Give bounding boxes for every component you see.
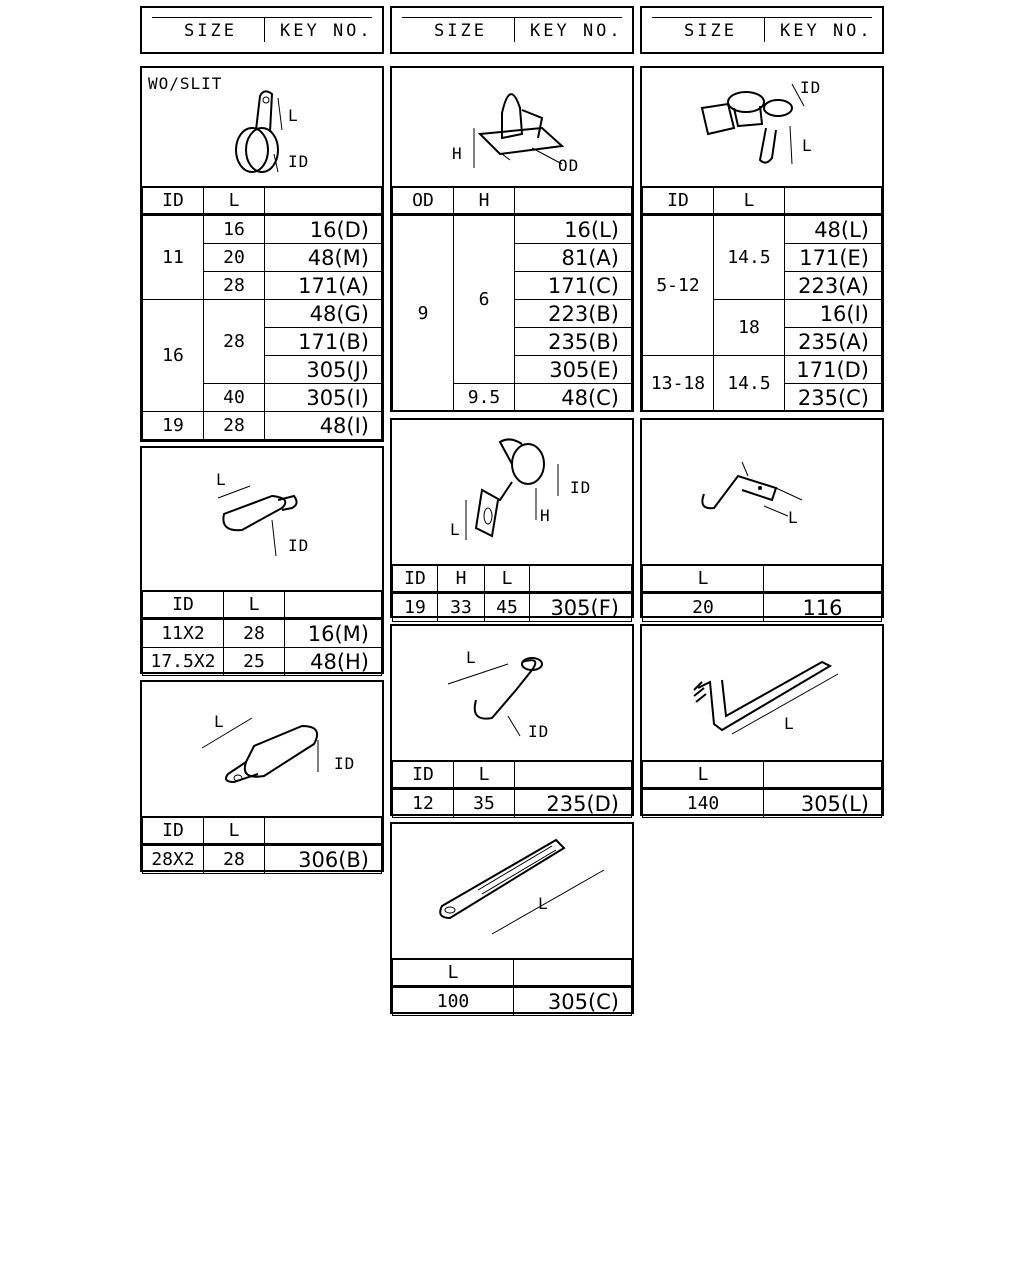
col-id: ID	[143, 187, 204, 215]
size-label: SIZE	[434, 21, 487, 41]
cell-l: 16	[204, 215, 265, 244]
col-l: L	[485, 565, 530, 593]
cell-l: 20	[643, 593, 764, 622]
panel-wide-clamp	[140, 680, 384, 872]
cell-key: 305(E)	[515, 356, 632, 384]
clip-illustration	[392, 68, 632, 188]
col-l: L	[393, 959, 514, 987]
col-key	[514, 959, 632, 987]
key-no-label: KEY NO.	[530, 21, 623, 41]
spec-table	[392, 760, 632, 818]
cell-key: 305(J)	[265, 356, 382, 384]
cell-key: 16(I)	[785, 300, 882, 328]
cell-h: 33	[438, 593, 485, 622]
cell-l: 100	[393, 987, 514, 1016]
cell-key: 305(I)	[265, 384, 382, 412]
cell-h: 6	[454, 215, 515, 384]
cell-id: 19	[143, 412, 204, 440]
col-id: ID	[393, 565, 438, 593]
cell-id: 13-18	[643, 356, 714, 412]
cell-id: 16	[143, 300, 204, 412]
table-row	[393, 789, 632, 818]
table-row	[143, 619, 382, 648]
cell-key: 171(C)	[515, 272, 632, 300]
cell-key: 116	[764, 593, 882, 622]
col-id: ID	[143, 591, 224, 619]
table-row	[143, 300, 382, 328]
dim-l-label: L	[784, 714, 795, 733]
col-h: H	[438, 565, 485, 593]
header-divider	[264, 18, 265, 42]
col-l: L	[454, 761, 515, 789]
cell-id: 5-12	[643, 215, 714, 356]
cell-l: 20	[204, 244, 265, 272]
double-clamp-illustration	[642, 68, 882, 188]
spec-table	[642, 186, 882, 412]
wide-clamp-illustration	[142, 682, 382, 818]
key-no-label: KEY NO.	[280, 21, 373, 41]
col-id: ID	[143, 817, 204, 845]
panel-long-bracket	[640, 624, 884, 816]
cell-id: 11X2	[143, 619, 224, 648]
cell-key: 81(A)	[515, 244, 632, 272]
clamp-illustration	[142, 68, 382, 188]
flat-clamp-illustration	[142, 448, 382, 592]
long-bracket-illustration	[642, 626, 882, 762]
cell-key: 223(A)	[785, 272, 882, 300]
spec-table	[142, 186, 382, 440]
spec-table	[642, 760, 882, 818]
wide-clamp-drawing-icon	[142, 682, 382, 816]
cell-key: 48(G)	[265, 300, 382, 328]
cell-l: 140	[643, 789, 764, 818]
clamp-drawing-icon	[142, 68, 382, 186]
spec-table	[392, 186, 632, 412]
cell-l: 35	[454, 789, 515, 818]
panel-clamp-wo-slit	[140, 66, 384, 442]
dim-l-label: L	[538, 894, 549, 913]
cell-h: 9.5	[454, 384, 515, 412]
cell-key: 171(E)	[785, 244, 882, 272]
panel-flat-clamp	[140, 446, 384, 674]
push-clip-drawing-icon	[392, 68, 632, 186]
dim-l-label: L	[216, 470, 227, 489]
cell-id: 19	[393, 593, 438, 622]
wo-slit-label: WO/SLIT	[148, 74, 223, 93]
panel-push-clip	[390, 66, 634, 412]
dim-od-label: OD	[558, 156, 580, 175]
col-key	[785, 187, 882, 215]
cell-key: 235(D)	[515, 789, 632, 818]
col-key	[530, 565, 632, 593]
offset-clamp-drawing-icon	[392, 420, 632, 564]
col-key	[515, 187, 632, 215]
table-row	[393, 593, 632, 622]
header-col-2	[390, 6, 634, 54]
slotted-strap-drawing-icon	[392, 824, 632, 958]
dim-l-label: L	[466, 648, 477, 667]
cell-key: 235(C)	[785, 384, 882, 412]
dim-h-label: H	[540, 506, 551, 525]
table-row	[143, 412, 382, 440]
cell-od: 9	[393, 215, 454, 412]
col-l: L	[714, 187, 785, 215]
dim-l-label: L	[214, 712, 225, 731]
loop-clamp-illustration	[392, 626, 632, 762]
cell-key: 16(L)	[515, 215, 632, 244]
col-key	[515, 761, 632, 789]
cell-key: 171(A)	[265, 272, 382, 300]
dim-id-label: ID	[570, 478, 592, 497]
col-l: L	[204, 187, 265, 215]
cell-key: 235(A)	[785, 328, 882, 356]
table-row	[643, 789, 882, 818]
spec-table	[142, 816, 382, 874]
col-key	[265, 817, 382, 845]
table-row	[143, 215, 382, 244]
panel-double-clamp	[640, 66, 884, 412]
cell-key: 48(M)	[265, 244, 382, 272]
cell-key: 305(L)	[764, 789, 882, 818]
spring-clip-illustration	[642, 420, 882, 566]
spec-table	[392, 564, 632, 622]
spec-table	[142, 590, 382, 676]
dim-id-label: ID	[800, 78, 822, 97]
slotted-strap-illustration	[392, 824, 632, 960]
cell-key: 48(C)	[515, 384, 632, 412]
col-l: L	[643, 565, 764, 593]
col-id: ID	[643, 187, 714, 215]
cell-key: 16(D)	[265, 215, 382, 244]
table-row	[643, 356, 882, 384]
cell-id: 11	[143, 215, 204, 300]
offset-clamp-illustration	[392, 420, 632, 566]
double-clamp-drawing-icon	[642, 68, 882, 186]
dim-l-label: L	[288, 106, 299, 125]
table-row	[643, 593, 882, 622]
header-col-1	[140, 6, 384, 54]
header-rule	[402, 17, 622, 18]
col-h: H	[454, 187, 515, 215]
dim-id-label: ID	[334, 754, 356, 773]
panel-loop-clamp	[390, 624, 634, 816]
header-col-3	[640, 6, 884, 54]
cell-id: 28X2	[143, 845, 204, 874]
cell-key: 223(B)	[515, 300, 632, 328]
col-key	[285, 591, 382, 619]
cell-key: 306(B)	[265, 845, 382, 874]
col-key	[265, 187, 382, 215]
table-row	[643, 215, 882, 244]
header-divider	[764, 18, 765, 42]
cell-l: 45	[485, 593, 530, 622]
cell-key: 16(M)	[285, 619, 382, 648]
panel-spring-clip	[640, 418, 884, 618]
flat-clamp-drawing-icon	[142, 448, 382, 590]
loop-clamp-drawing-icon	[392, 626, 632, 760]
cell-key: 48(L)	[785, 215, 882, 244]
panel-slotted-strap	[390, 822, 634, 1014]
dim-l-label: L	[788, 508, 799, 527]
cell-key: 48(H)	[285, 648, 382, 676]
cell-key: 171(D)	[785, 356, 882, 384]
table-row	[393, 215, 632, 244]
dim-id-label: ID	[288, 152, 310, 171]
cell-key: 305(F)	[530, 593, 632, 622]
cell-l: 28	[204, 845, 265, 874]
col-l: L	[643, 761, 764, 789]
size-label: SIZE	[184, 21, 237, 41]
dim-id-label: ID	[528, 722, 550, 741]
dim-l-label: L	[450, 520, 461, 539]
cell-l: 40	[204, 384, 265, 412]
long-bracket-drawing-icon	[642, 626, 882, 760]
cell-key: 235(B)	[515, 328, 632, 356]
table-row	[393, 987, 632, 1016]
col-od: OD	[393, 187, 454, 215]
table-row	[143, 845, 382, 874]
cell-l: 28	[204, 412, 265, 440]
col-key	[764, 761, 882, 789]
cell-id: 17.5X2	[143, 648, 224, 676]
size-label: SIZE	[684, 21, 737, 41]
col-key	[764, 565, 882, 593]
spec-table	[642, 564, 882, 622]
header-divider	[514, 18, 515, 42]
table-row	[143, 648, 382, 676]
cell-l: 28	[204, 272, 265, 300]
cell-l: 28	[224, 619, 285, 648]
dim-l-label: L	[802, 136, 813, 155]
col-l: L	[224, 591, 285, 619]
dim-h-label: H	[452, 144, 463, 163]
cell-key: 171(B)	[265, 328, 382, 356]
cell-key: 305(C)	[514, 987, 632, 1016]
key-no-label: KEY NO.	[780, 21, 873, 41]
dim-id-label: ID	[288, 536, 310, 555]
cell-l: 18	[714, 300, 785, 356]
cell-key: 48(I)	[265, 412, 382, 440]
cell-l: 25	[224, 648, 285, 676]
header-rule	[652, 17, 872, 18]
cell-id: 12	[393, 789, 454, 818]
col-l: L	[204, 817, 265, 845]
spring-clip-drawing-icon	[642, 420, 882, 564]
panel-offset-clamp	[390, 418, 634, 618]
header-rule	[152, 17, 372, 18]
cell-l: 14.5	[714, 356, 785, 412]
spec-table	[392, 958, 632, 1016]
cell-l: 14.5	[714, 215, 785, 300]
col-id: ID	[393, 761, 454, 789]
cell-l: 28	[204, 300, 265, 384]
